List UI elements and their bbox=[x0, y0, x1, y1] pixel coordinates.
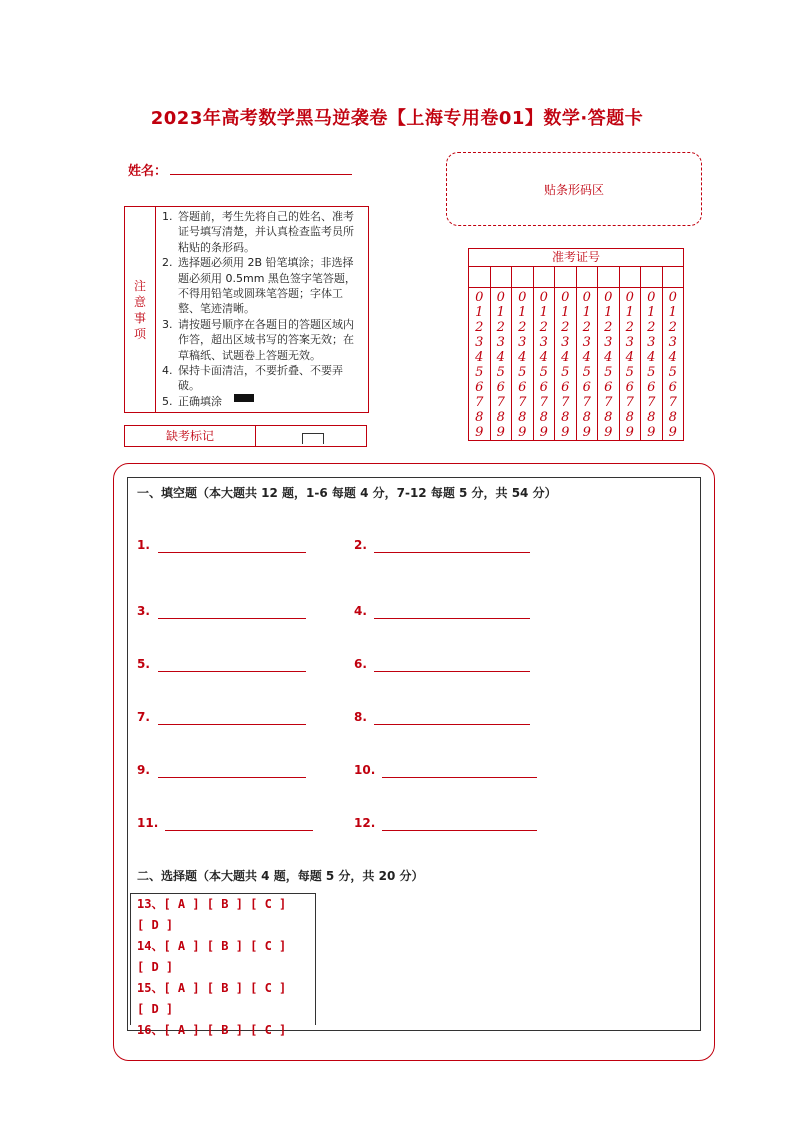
ticket-digit-bubble[interactable]: 5 bbox=[647, 365, 656, 380]
ticket-digit-column bbox=[491, 288, 513, 441]
ticket-digit-bubble[interactable]: 8 bbox=[561, 410, 570, 425]
absent-checkbox[interactable] bbox=[302, 433, 324, 444]
ticket-digit-column bbox=[555, 288, 577, 441]
name-underline bbox=[170, 174, 352, 175]
ticket-digit-bubble[interactable]: 5 bbox=[582, 365, 591, 380]
ticket-digit-bubble[interactable]: 4 bbox=[582, 350, 591, 365]
ticket-digit-bubble[interactable]: 9 bbox=[518, 425, 527, 440]
absent-mark-row bbox=[124, 425, 367, 447]
ticket-digit-bubble[interactable]: 7 bbox=[561, 395, 570, 410]
blank-number: 3. bbox=[137, 604, 150, 618]
note-number: 2. bbox=[162, 256, 173, 270]
ticket-digit-bubble[interactable]: 5 bbox=[668, 365, 677, 380]
choice-answer-box bbox=[130, 893, 316, 1037]
ticket-write-cell[interactable] bbox=[534, 267, 556, 287]
ticket-digit-bubble[interactable]: 3 bbox=[625, 335, 634, 350]
ticket-digit-bubble[interactable]: 5 bbox=[496, 365, 505, 380]
ticket-digit-bubble[interactable]: 9 bbox=[539, 425, 548, 440]
name-field[interactable] bbox=[128, 160, 167, 179]
note-text: 答题前，考生先将自己的姓名、准考证号填写清楚，并认真检查监考员所粘贴的条形码。 bbox=[178, 210, 354, 254]
ticket-digit-bubble[interactable]: 7 bbox=[518, 395, 527, 410]
ticket-write-cell[interactable] bbox=[663, 267, 684, 287]
ticket-digit-bubble[interactable]: 0 bbox=[496, 290, 505, 305]
ticket-digit-bubble[interactable]: 2 bbox=[518, 320, 527, 335]
ticket-digit-bubble[interactable]: 2 bbox=[561, 320, 570, 335]
choice-row-13[interactable]: 13、[ A ] [ B ] [ C ] bbox=[137, 897, 287, 911]
answer-blank-1[interactable] bbox=[158, 552, 306, 553]
ticket-digit-bubble[interactable]: 0 bbox=[475, 290, 484, 305]
barcode-label: 贴条形码区 bbox=[543, 182, 604, 197]
answer-blank-2[interactable] bbox=[374, 552, 530, 553]
ticket-digit-bubble[interactable]: 6 bbox=[625, 380, 634, 395]
ticket-digit-bubble[interactable]: 1 bbox=[475, 305, 484, 320]
ticket-digit-bubble[interactable]: 3 bbox=[475, 335, 484, 350]
ticket-digit-bubble[interactable]: 1 bbox=[582, 305, 591, 320]
ticket-digit-bubble[interactable]: 3 bbox=[496, 335, 505, 350]
ticket-digit-bubble[interactable]: 7 bbox=[604, 395, 613, 410]
ticket-write-cell[interactable] bbox=[512, 267, 534, 287]
ticket-write-cell[interactable] bbox=[555, 267, 577, 287]
ticket-digit-bubble[interactable]: 7 bbox=[475, 395, 484, 410]
choice-row-16[interactable]: 16、[ A ] [ B ] [ C ] bbox=[137, 1023, 287, 1037]
note-text: 正确填涂 bbox=[178, 394, 222, 408]
answer-blank-12[interactable] bbox=[382, 830, 537, 831]
note-number: 1. bbox=[162, 210, 173, 223]
ticket-digit-bubble[interactable]: 4 bbox=[561, 350, 570, 365]
notes-box bbox=[124, 206, 369, 413]
ticket-digit-bubble[interactable]: 5 bbox=[625, 365, 634, 380]
ticket-digit-bubble[interactable]: 7 bbox=[625, 395, 634, 410]
answer-blank-11[interactable] bbox=[165, 830, 313, 831]
ticket-digit-column bbox=[598, 288, 620, 441]
notes-header-char: 意 bbox=[133, 294, 146, 309]
ticket-digit-bubble[interactable]: 8 bbox=[625, 410, 634, 425]
answer-blank-3[interactable] bbox=[158, 618, 306, 619]
ticket-digit-bubble[interactable]: 0 bbox=[625, 290, 634, 305]
answer-blank-8[interactable] bbox=[374, 724, 530, 725]
ticket-digit-columns bbox=[469, 288, 683, 441]
ticket-digit-bubble[interactable]: 9 bbox=[475, 425, 484, 440]
ticket-digit-bubble[interactable]: 2 bbox=[604, 320, 613, 335]
ticket-digit-bubble[interactable]: 1 bbox=[647, 305, 656, 320]
ticket-digit-bubble[interactable]: 3 bbox=[518, 335, 527, 350]
ticket-digit-column bbox=[469, 288, 491, 441]
ticket-digit-bubble[interactable]: 8 bbox=[539, 410, 548, 425]
ticket-digit-bubble[interactable]: 0 bbox=[582, 290, 591, 305]
ticket-digit-bubble[interactable]: 2 bbox=[539, 320, 548, 335]
ticket-digit-bubble[interactable]: 8 bbox=[496, 410, 505, 425]
ticket-digit-bubble[interactable]: 4 bbox=[668, 350, 677, 365]
ticket-digit-bubble[interactable]: 5 bbox=[475, 365, 484, 380]
blank-number: 12. bbox=[354, 816, 376, 830]
ticket-digit-bubble[interactable]: 3 bbox=[647, 335, 656, 350]
ticket-digit-bubble[interactable]: 8 bbox=[582, 410, 591, 425]
ticket-digit-bubble[interactable]: 7 bbox=[647, 395, 656, 410]
ticket-digit-bubble[interactable]: 8 bbox=[647, 410, 656, 425]
ticket-digit-bubble[interactable]: 6 bbox=[539, 380, 548, 395]
ticket-digit-bubble[interactable]: 9 bbox=[604, 425, 613, 440]
note-text: 保持卡面清洁，不要折叠、不要弄破。 bbox=[178, 364, 343, 393]
ticket-write-cell[interactable] bbox=[491, 267, 513, 287]
answer-blank-9[interactable] bbox=[158, 777, 306, 778]
answer-blank-10[interactable] bbox=[382, 777, 537, 778]
section1-title: 一、填空题（本大题共 12 题，1-6 每题 4 分，7-12 每题 5 分，共 54 分） bbox=[137, 486, 557, 500]
ticket-digit-bubble[interactable]: 9 bbox=[625, 425, 634, 440]
blank-number: 8. bbox=[354, 710, 367, 724]
ticket-digit-bubble[interactable]: 1 bbox=[625, 305, 634, 320]
ticket-digit-bubble[interactable]: 5 bbox=[604, 365, 613, 380]
answer-blank-6[interactable] bbox=[374, 671, 530, 672]
ticket-digit-bubble[interactable]: 8 bbox=[475, 410, 484, 425]
choice-row-14-d[interactable]: [ D ] bbox=[137, 960, 174, 974]
absent-label: 缺考标记 bbox=[125, 426, 256, 446]
ticket-digit-bubble[interactable]: 5 bbox=[518, 365, 527, 380]
blank-number: 7. bbox=[137, 710, 150, 724]
ticket-digit-column bbox=[620, 288, 642, 441]
ticket-digit-bubble[interactable]: 6 bbox=[475, 380, 484, 395]
ticket-digit-column bbox=[663, 288, 684, 441]
blank-number: 2. bbox=[354, 538, 367, 552]
ticket-digit-bubble[interactable]: 6 bbox=[647, 380, 656, 395]
ticket-digit-bubble[interactable]: 0 bbox=[561, 290, 570, 305]
blank-number: 10. bbox=[354, 763, 376, 777]
ticket-write-cells bbox=[469, 267, 683, 288]
ticket-digit-bubble[interactable]: 2 bbox=[625, 320, 634, 335]
ticket-digit-column bbox=[534, 288, 556, 441]
ticket-digit-bubble[interactable]: 1 bbox=[561, 305, 570, 320]
ticket-digit-bubble[interactable]: 4 bbox=[647, 350, 656, 365]
note-text: 请按题号顺序在各题目的答题区域内作答，超出区域书写的答案无效；在草稿纸、试题卷上答题无效。 bbox=[178, 317, 354, 362]
notes-header-char: 项 bbox=[133, 326, 146, 341]
ticket-digit-bubble[interactable]: 6 bbox=[561, 380, 570, 395]
ticket-digit-bubble[interactable]: 3 bbox=[539, 335, 548, 350]
ticket-digit-bubble[interactable]: 6 bbox=[668, 380, 677, 395]
ticket-write-cell[interactable] bbox=[469, 267, 491, 287]
notes-header-char: 注 bbox=[133, 278, 146, 293]
ticket-digit-bubble[interactable]: 9 bbox=[647, 425, 656, 440]
choice-row-14[interactable]: 14、[ A ] [ B ] [ C ] bbox=[137, 939, 287, 953]
ticket-write-cell[interactable] bbox=[620, 267, 642, 287]
ticket-digit-bubble[interactable]: 6 bbox=[496, 380, 505, 395]
ticket-number-grid bbox=[468, 248, 684, 441]
ticket-digit-bubble[interactable]: 8 bbox=[604, 410, 613, 425]
notes-list bbox=[156, 207, 368, 412]
ticket-digit-bubble[interactable]: 3 bbox=[561, 335, 570, 350]
blank-number: 6. bbox=[354, 657, 367, 671]
ticket-title: 准考证号 bbox=[469, 249, 683, 267]
ticket-digit-bubble[interactable]: 4 bbox=[604, 350, 613, 365]
note-item bbox=[162, 209, 364, 255]
ticket-digit-bubble[interactable]: 8 bbox=[518, 410, 527, 425]
ticket-digit-bubble[interactable]: 2 bbox=[647, 320, 656, 335]
choice-row-13-d[interactable]: [ D ] bbox=[137, 918, 174, 932]
note-item bbox=[162, 317, 364, 363]
ticket-digit-bubble[interactable]: 1 bbox=[668, 305, 677, 320]
choice-row-15[interactable]: 15、[ A ] [ B ] [ C ] bbox=[137, 981, 287, 995]
ticket-digit-bubble[interactable]: 4 bbox=[625, 350, 634, 365]
ticket-digit-bubble[interactable]: 7 bbox=[668, 395, 677, 410]
ticket-digit-bubble[interactable]: 1 bbox=[604, 305, 613, 320]
ticket-digit-bubble[interactable]: 0 bbox=[539, 290, 548, 305]
ticket-digit-bubble[interactable]: 7 bbox=[539, 395, 548, 410]
note-text: 选择题必须用 2B 铅笔填涂；非选择题必须用 0.5mm 黑色签字笔答题，不得用铅笔或圆珠笔答题；字体工整、笔迹清晰。 bbox=[178, 256, 356, 316]
notes-header-char: 事 bbox=[133, 310, 146, 325]
ticket-digit-bubble[interactable]: 4 bbox=[539, 350, 548, 365]
blank-number: 5. bbox=[137, 657, 150, 671]
answer-blank-4[interactable] bbox=[374, 618, 530, 619]
ticket-digit-column bbox=[641, 288, 663, 441]
ticket-digit-bubble[interactable]: 9 bbox=[561, 425, 570, 440]
ticket-write-cell[interactable] bbox=[598, 267, 620, 287]
ticket-digit-bubble[interactable]: 3 bbox=[668, 335, 677, 350]
ticket-digit-bubble[interactable]: 5 bbox=[561, 365, 570, 380]
ticket-digit-bubble[interactable]: 4 bbox=[475, 350, 484, 365]
section2-title: 二、选择题（本大题共 4 题，每题 5 分，共 20 分） bbox=[137, 869, 424, 883]
note-item bbox=[162, 363, 364, 394]
ticket-digit-bubble[interactable]: 4 bbox=[518, 350, 527, 365]
ticket-digit-bubble[interactable]: 2 bbox=[496, 320, 505, 335]
blank-number: 11. bbox=[137, 816, 159, 830]
answer-blank-7[interactable] bbox=[158, 724, 306, 725]
ticket-digit-bubble[interactable]: 0 bbox=[518, 290, 527, 305]
ticket-digit-bubble[interactable]: 5 bbox=[539, 365, 548, 380]
note-number: 3. bbox=[162, 317, 173, 331]
ticket-write-cell[interactable] bbox=[641, 267, 663, 287]
ticket-digit-bubble[interactable]: 7 bbox=[582, 395, 591, 410]
ticket-digit-bubble[interactable]: 3 bbox=[582, 335, 591, 350]
choice-row-15-d[interactable]: [ D ] bbox=[137, 1002, 174, 1016]
ticket-digit-bubble[interactable]: 2 bbox=[582, 320, 591, 335]
ticket-digit-bubble[interactable]: 6 bbox=[582, 380, 591, 395]
note-item bbox=[162, 255, 364, 317]
ticket-digit-bubble[interactable]: 0 bbox=[647, 290, 656, 305]
ticket-write-cell[interactable] bbox=[577, 267, 599, 287]
ticket-digit-bubble[interactable]: 8 bbox=[668, 410, 677, 425]
ticket-digit-bubble[interactable]: 4 bbox=[496, 350, 505, 365]
blank-number: 4. bbox=[354, 604, 367, 618]
notes-header bbox=[125, 207, 156, 412]
answer-blank-5[interactable] bbox=[158, 671, 306, 672]
ticket-digit-bubble[interactable]: 0 bbox=[604, 290, 613, 305]
ticket-digit-bubble[interactable]: 3 bbox=[604, 335, 613, 350]
ticket-digit-bubble[interactable]: 2 bbox=[475, 320, 484, 335]
name-label: 姓名： bbox=[128, 164, 168, 179]
note-number: 5. bbox=[162, 394, 173, 408]
filled-bubble-example bbox=[234, 394, 254, 402]
barcode-area bbox=[446, 152, 702, 226]
page-title: 2023年高考数学黑马逆袭卷【上海专用卷01】数学·答题卡 bbox=[150, 108, 644, 129]
ticket-digit-column bbox=[512, 288, 534, 441]
ticket-digit-bubble[interactable]: 9 bbox=[582, 425, 591, 440]
ticket-digit-bubble[interactable]: 1 bbox=[496, 305, 505, 320]
note-item bbox=[162, 394, 364, 409]
ticket-digit-column bbox=[577, 288, 599, 441]
blank-number: 1. bbox=[137, 538, 150, 552]
ticket-digit-bubble[interactable]: 1 bbox=[539, 305, 548, 320]
ticket-digit-bubble[interactable]: 6 bbox=[518, 380, 527, 395]
ticket-digit-bubble[interactable]: 1 bbox=[518, 305, 527, 320]
ticket-digit-bubble[interactable]: 7 bbox=[496, 395, 505, 410]
note-number: 4. bbox=[162, 364, 173, 378]
ticket-digit-bubble[interactable]: 6 bbox=[604, 380, 613, 395]
ticket-digit-bubble[interactable]: 9 bbox=[496, 425, 505, 440]
blank-number: 9. bbox=[137, 763, 150, 777]
ticket-digit-bubble[interactable]: 2 bbox=[668, 320, 677, 335]
ticket-digit-bubble[interactable]: 9 bbox=[668, 425, 677, 440]
ticket-digit-bubble[interactable]: 0 bbox=[668, 290, 677, 305]
